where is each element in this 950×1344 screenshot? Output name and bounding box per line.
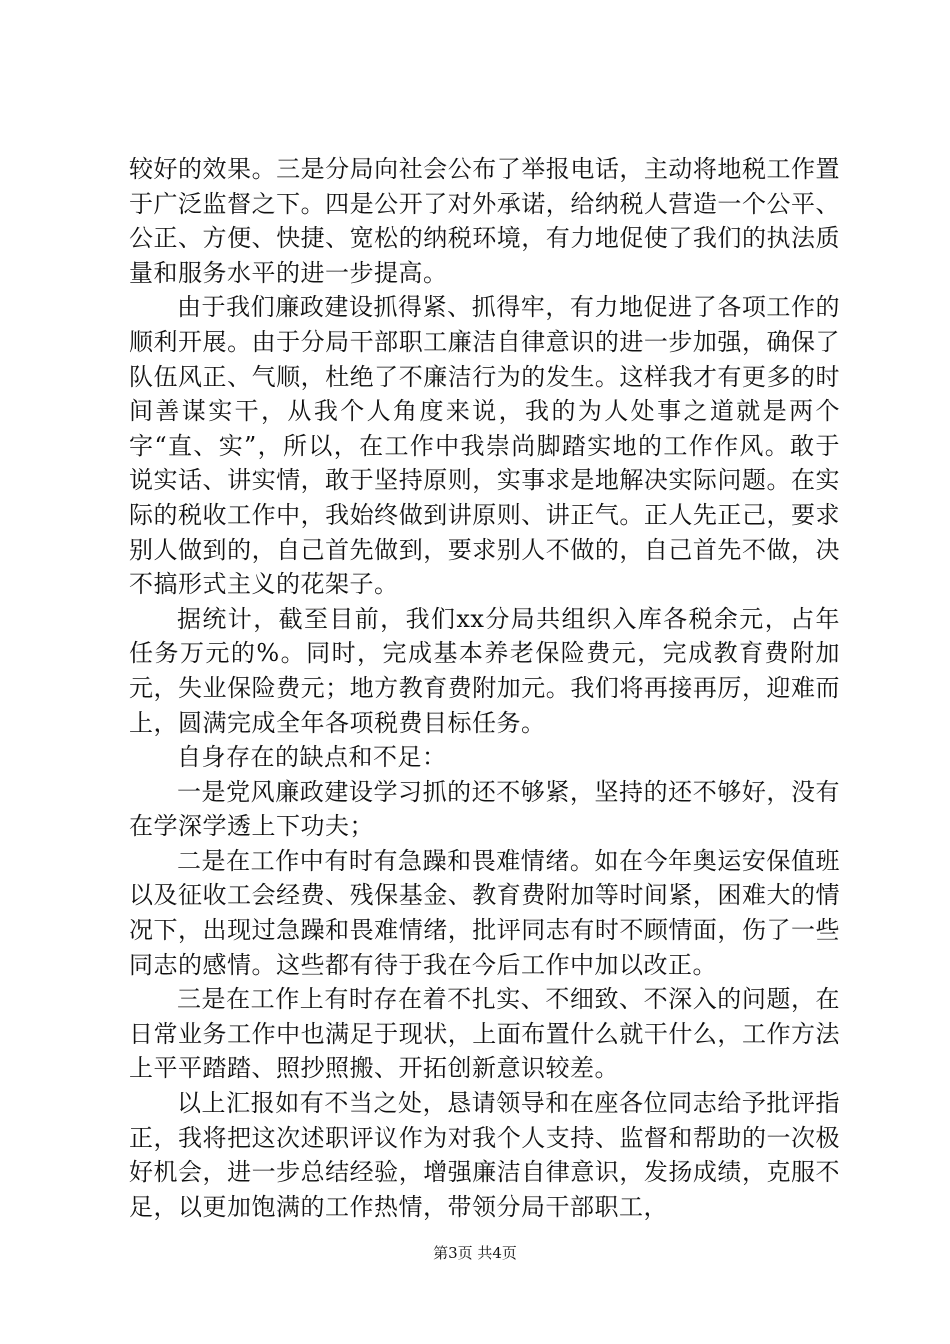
paragraph-7: 三是在工作上有时存在着不扎实、不细致、不深入的问题，在日常业务工作中也满足于现状，上面布置什么就干什么，工作方法上平平踏踏、照抄照搬、开拓创新意识较差。 [129, 985, 840, 1083]
paragraph-2: 由于我们廉政建设抓得紧、抓得牢，有力地促进了各项工作的顺利开展。由于分局干部职工廉洁自律意识的进一步加强，确保了队伍风正、气顺，杜绝了不廉洁行为的发生。这样我才有更多的时间善谋实干，从我个人角度来说，我的为人处事之道就是两个字“直、实”，所以，在工作中我崇尚脚踏实地的工作作风。敢于说实话、讲实情，敢于坚持原则，实事求是地解决实际问题。在实际的税收工作中，我始终做到讲原则、讲正气。正人先正己，要求别人做到的，自己首先做到，要求别人不做的，自己首先不做，决不搞形式主义的花架子。 [129, 293, 840, 599]
paragraph-5: 一是党风廉政建设学习抓的还不够紧，坚持的还不够好，没有在学深学透上下功夫； [129, 777, 840, 841]
page-number-label: 第3页 共4页 [433, 1244, 517, 1262]
paragraph-1: 较好的效果。三是分局向社会公布了举报电话，主动将地税工作置于广泛监督之下。四是公开了对外承诺，给纳税人营造一个公平、公正、方便、快捷、宽松的纳税环境，有力地促使了我们的执法质量和服务水平的进一步提高。 [129, 155, 840, 287]
document-body [129, 152, 840, 1224]
paragraph-4: 自身存在的缺点和不足： [177, 743, 447, 772]
paragraph-3: 据统计，截至目前，我们xx分局共组织入库各税余元，占年任务万元的%。同时，完成基本养老保险费元，完成教育费附加元，失业保险费元；地方教育费附加元。我们将再接再厉，迎难而上，圆满完成全年各项税费目标任务。 [129, 604, 840, 737]
page-footer [0, 1243, 950, 1263]
paragraph-6: 二是在工作中有时有急躁和畏难情绪。如在今年奥运安保值班以及征收工会经费、残保基金、教育费附加等时间紧，困难大的情况下，出现过急躁和畏难情绪，批评同志有时不顾情面，伤了一些同志的感情。这些都有待于我在今后工作中加以改正。 [129, 846, 840, 979]
paragraph-8: 以上汇报如有不当之处，恳请领导和在座各位同志给予批评指正，我将把这次述职评议作为对我个人支持、监督和帮助的一次极好机会，进一步总结经验，增强廉洁自律意识，发扬成绩，克服不足，以更加饱满的工作热情，带领分局干部职工， [129, 1089, 840, 1221]
